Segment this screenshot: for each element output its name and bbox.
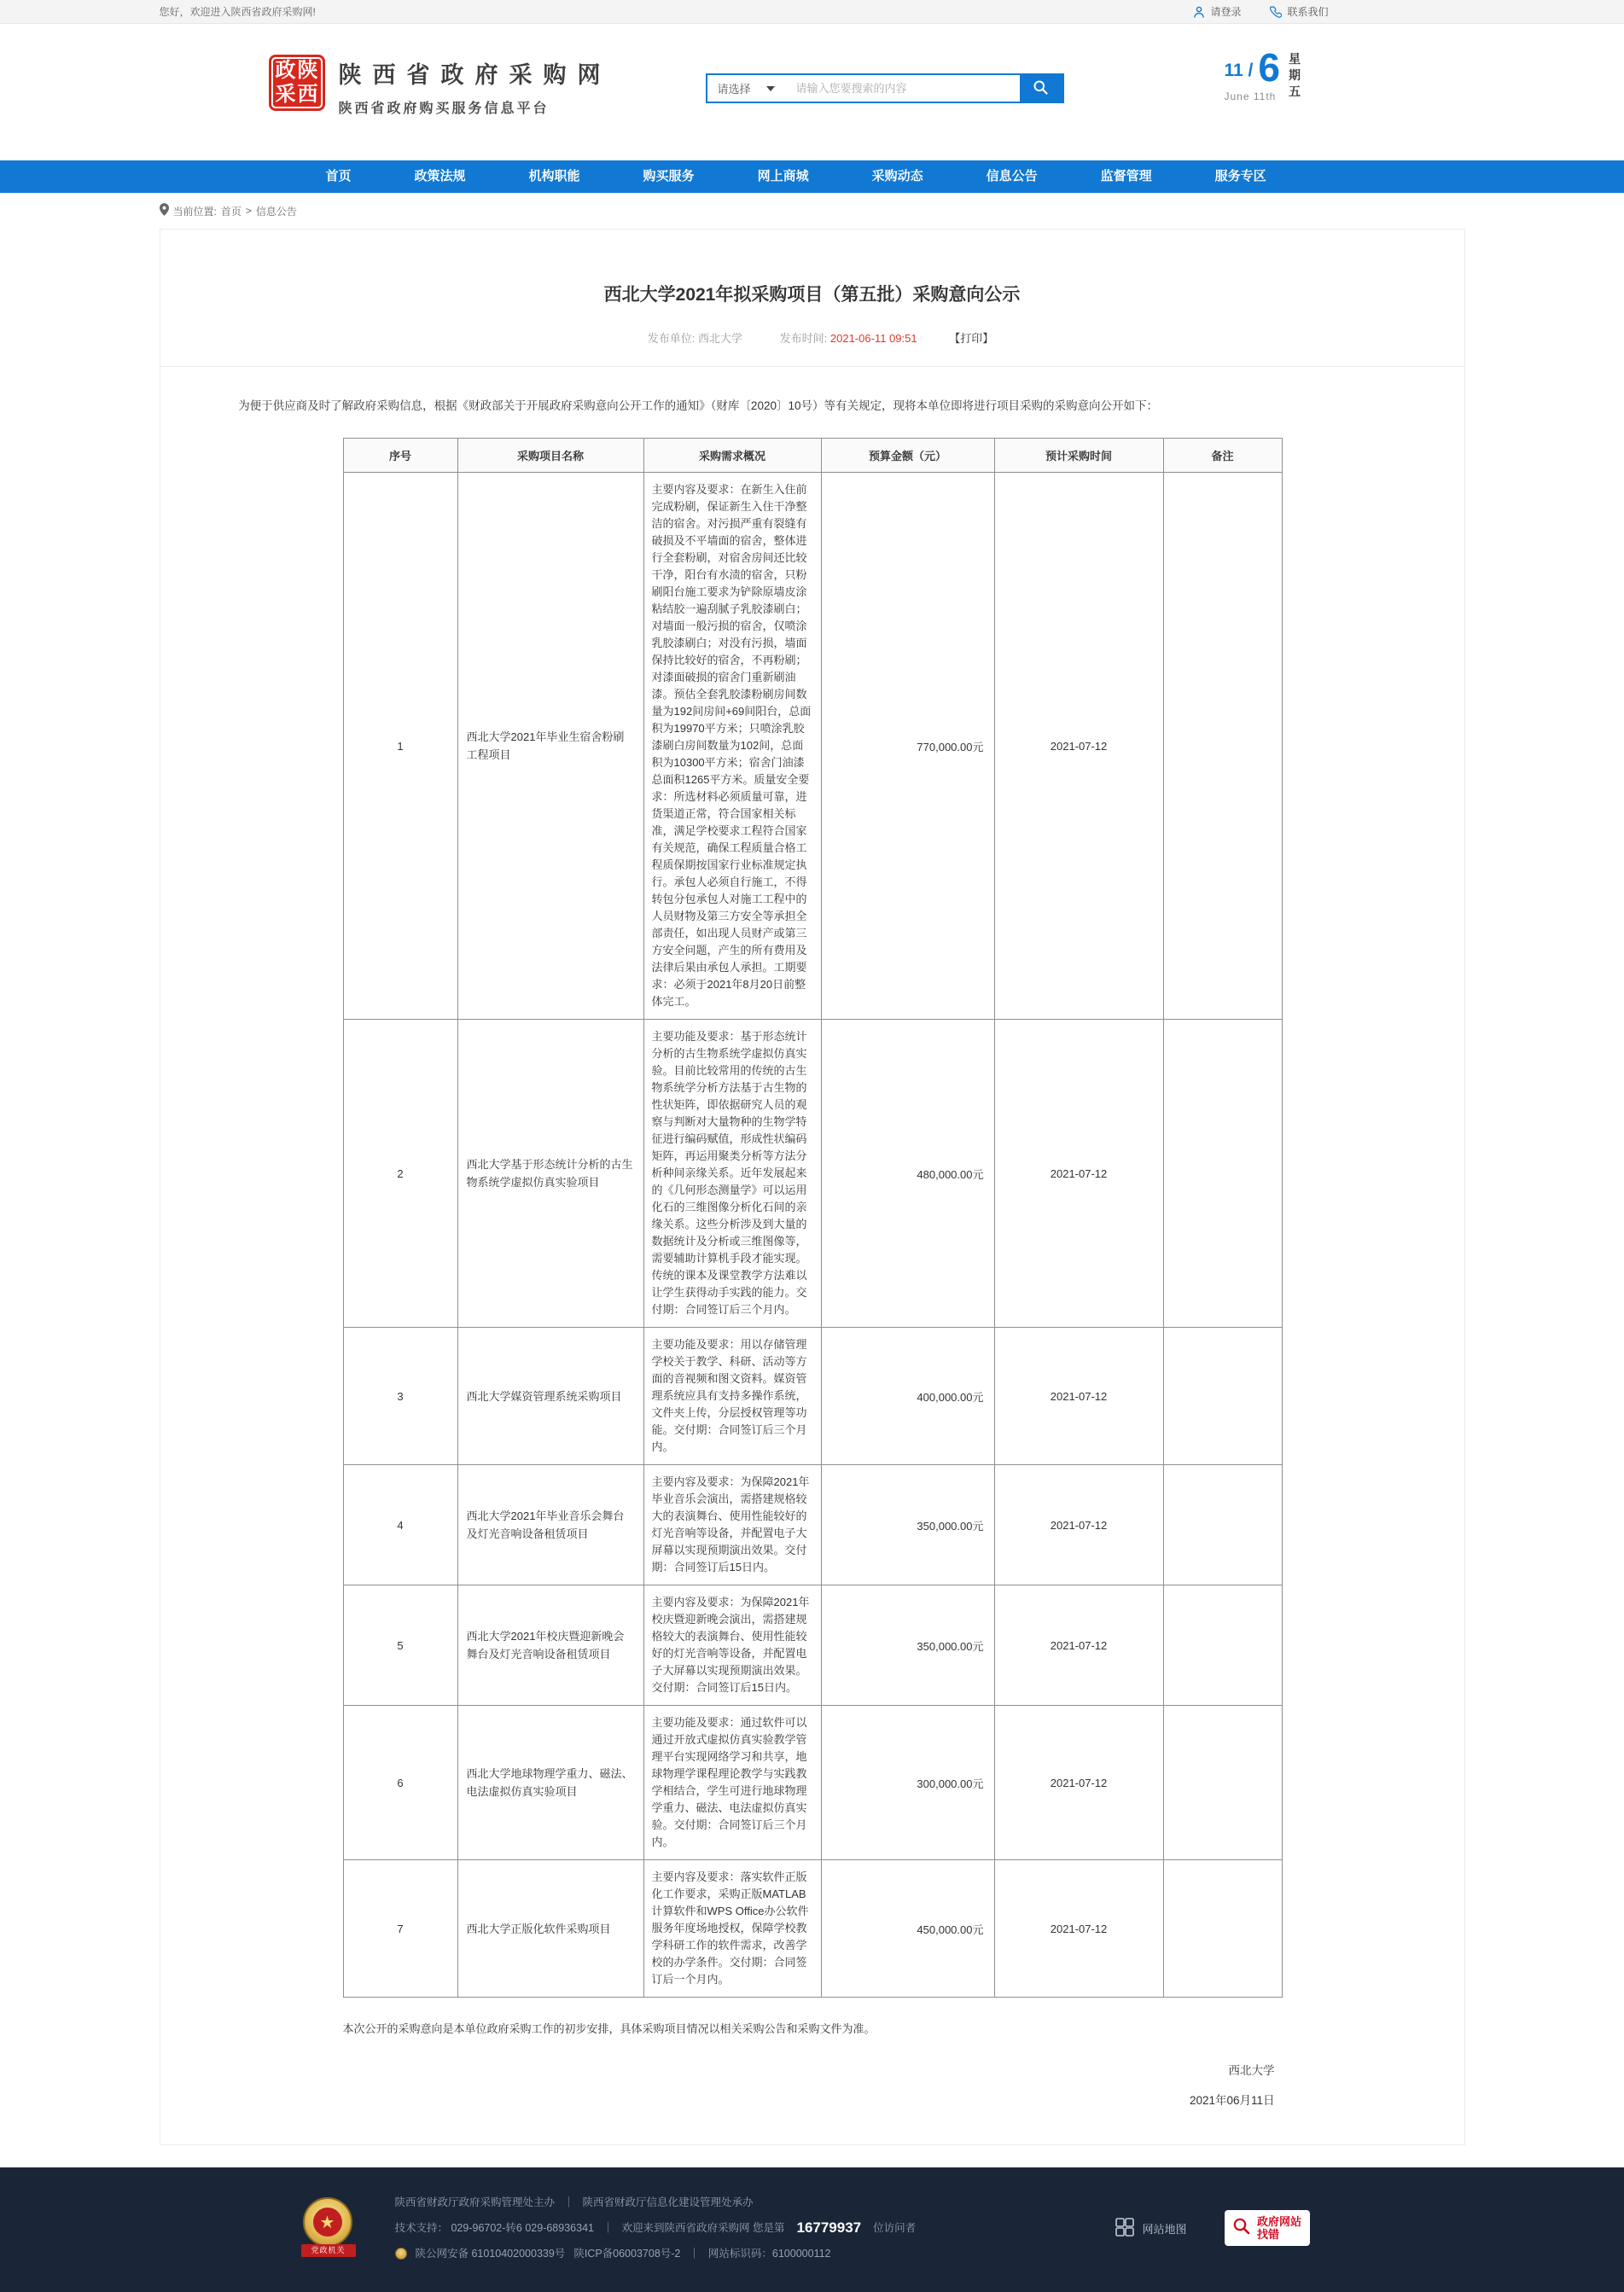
user-icon: [1193, 6, 1205, 18]
cell-seq: 2: [343, 1020, 457, 1328]
table-row: [343, 1465, 1282, 1585]
visitor-count: 16779937: [796, 2219, 862, 2236]
nav-item[interactable]: 服务专区: [1214, 169, 1266, 183]
cell-project-name: 西北大学2021年毕业生宿舍粉刷工程项目: [457, 473, 643, 1020]
footer-organizer: 陕西省财政厅政府采购管理处主办: [394, 2196, 556, 2208]
cell-budget: 300,000.00元: [821, 1706, 994, 1860]
header-planned-time: 预计采购时间: [994, 439, 1163, 473]
footer-separator: ｜: [563, 2196, 574, 2208]
cell-seq: 7: [343, 1860, 457, 1998]
page-title: 西北大学2021年拟采购项目（第五批）采购意向公示: [603, 285, 1021, 305]
table-row: [343, 1020, 1282, 1328]
header-seq: 序号: [343, 439, 457, 473]
cell-budget: 770,000.00元: [821, 473, 994, 1020]
publish-time-label: 发布时间:: [779, 332, 830, 345]
error-badge-line1: 政府网站: [1256, 2215, 1301, 2228]
topbar: [0, 0, 1624, 24]
cell-demand-summary: 主要功能及要求：用以存储管理学校关于教学、科研、活动等方面的音视频和图文资料。媒资管理系统应具有支持多操作系统，文件夹上传，分层授权管理等功能。交付期：合同签订后三个月内。: [643, 1328, 821, 1465]
cell-demand-summary: 主要内容及要求：在新生入住前完成粉刷，保证新生入住干净整洁的宿舍。对污损严重有裂缝有破损及不平墙面的宿舍，整体进行全套粉刷，对宿舍房间还比较干净，阳台有水渍的宿舍，只粉刷阳台施工要求为铲除原墙皮涂粘结胶一遍刮腻子乳胶漆刷白；对墙面一般污损的宿舍，仅喷涂乳胶漆刷白；对没有污损，墙面保持比较好的宿舍，不再粉刷；对漆面破损的宿舍门重新刷油漆。预估全套乳胶漆粉刷房间数量为192间房间+69间阳台，总面积为19970平方米；只喷涂乳胶漆刷白房间数量为102间，总面积为10300平方米；宿舍门油漆总面积1265平方米。质量安全要求：所选材料必须质量可靠，进货渠道正常，符合国家相关标准，满足学校要求工程符合国家有关规范，确保工程质量合格工程质保期按国家行业标准规定执行。承包人必须自行施工，不得转包分包承包人对施工工程中的人员财物及第三方安全等承担全部责任，如出现人员财产或第三方安全问题，产生的所有费用及法律后果由承包人承担。工期要求：必须于2021年8月20日前整体完工。: [643, 473, 821, 1020]
header-demand-summary: 采购需求概况: [643, 439, 821, 473]
intro-paragraph: 为便于供应商及时了解政府采购信息，根据《财政部关于开展政府采购意向公开工作的通知》（财库〔2020〕10号）等有关规定，现将本单位即将进行项目采购的采购意向公开如下：: [238, 399, 1158, 412]
cell-planned-time: 2021-07-12: [994, 1328, 1163, 1465]
logo-seal-icon: [269, 55, 325, 111]
login-label: 请登录: [1210, 6, 1242, 18]
site-title: 陕西省政府采购网: [338, 62, 612, 88]
search-icon: [1033, 79, 1049, 98]
logo-seal-line2: 采西: [275, 83, 320, 106]
search-button[interactable]: [1020, 75, 1062, 102]
publisher-value: 西北大学: [698, 332, 743, 345]
cell-budget: 450,000.00元: [821, 1860, 994, 1998]
nav-item[interactable]: 机构职能: [528, 169, 580, 183]
cell-note: [1163, 1328, 1282, 1465]
signature-block: [343, 2056, 1282, 2115]
sitemap-link[interactable]: [1115, 2218, 1186, 2239]
site-footer: [0, 2167, 1624, 2292]
footer-line-2: [395, 2215, 917, 2241]
cell-budget: 480,000.00元: [821, 1020, 994, 1328]
cell-demand-summary: 主要内容及要求：为保障2021年毕业音乐会演出，需搭建规格较大的表演舞台、使用性能较好的灯光音响等设备，并配置电子大屏幕以实现预期演出效果。交付期：合同签订后15日内。: [643, 1465, 821, 1585]
search-box: [706, 73, 1064, 103]
emblem-ribbon-label: 党政机关: [301, 2244, 356, 2257]
public-security-filing-link[interactable]: 陕公网安备 61010402000339号: [415, 2248, 566, 2260]
table-row: [343, 1328, 1282, 1465]
date-weekday: 星期五: [1288, 52, 1301, 98]
phone-icon: [1270, 6, 1282, 18]
breadcrumb-label: 当前位置:: [172, 205, 217, 218]
cell-note: [1163, 1706, 1282, 1860]
table-header-row: [343, 439, 1282, 473]
cell-seq: 6: [343, 1706, 457, 1860]
cell-seq: 3: [343, 1328, 457, 1465]
procurement-table-body: [343, 473, 1282, 1998]
icp-filing-link[interactable]: 陕ICP备06003708号-2: [573, 2248, 681, 2260]
login-link[interactable]: [1193, 4, 1241, 19]
site-identification-code: 网站标识码：6100000112: [707, 2248, 831, 2260]
sitemap-label: 网站地图: [1142, 2222, 1187, 2236]
website-error-report-badge[interactable]: [1225, 2210, 1310, 2246]
cell-planned-time: 2021-07-12: [994, 1860, 1163, 1998]
date-widget: [1224, 45, 1302, 102]
cell-note: [1163, 1585, 1282, 1706]
cell-demand-summary: 主要功能及要求：基于形态统计分析的古生物系统学虚拟仿真实验。目前比较常用的传统的古生物系统学分析方法基于古生物的性状矩阵，即依据研究人员的观察与判断对大量物种的生物学特征进行编码赋值，形成性状编码矩阵，再运用聚类分析等方法分析种间亲缘关系。近年发展起来的《几何形态测量学》可以运用化石的三维图像分析化石间的亲缘关系。这些分析涉及到大量的数据统计及分析或三维图像等，需要辅助计算机手段才能实现。传统的课本及课堂教学方法难以让学生获得动手实践的能力。交付期：合同签订后三个月内。: [643, 1020, 821, 1328]
date-english: June 11th: [1224, 90, 1277, 102]
footer-separator: ｜: [602, 2222, 614, 2234]
print-button[interactable]: 【打印】: [949, 332, 994, 345]
search-select-label: 请选择: [717, 83, 751, 96]
nav-item[interactable]: 监督管理: [1100, 169, 1152, 183]
cell-project-name: 西北大学基于形态统计分析的古生物系统学虚拟仿真实验项目: [457, 1020, 643, 1328]
nav-item[interactable]: 信息公告: [986, 169, 1038, 183]
cell-demand-summary: 主要内容及要求：落实软件正版化工作要求，采购正版MATLAB计算软件和WPS Office办公软件服务年度场地授权，保障学校教学科研工作的软件需求，改善学校的办学条件。交付期：合同签订后一个月内。: [643, 1860, 821, 1998]
breadcrumb-separator: >: [245, 205, 252, 217]
closing-paragraph: 本次公开的采购意向是本单位政府采购工作的初步安排，具体采购项目情况以相关采购公告和采购文件为准。: [342, 2022, 876, 2035]
cell-demand-summary: 主要功能及要求：通过软件可以通过开放式虚拟仿真实验教学管理平台实现网络学习和共享，地球物理学课程理论教学与实践教学相结合，学生可进行地球物理学重力、磁法、电法虚拟仿真实验。交付期：合同签订后三个月内。: [643, 1706, 821, 1860]
header-project-name: 采购项目名称: [457, 439, 643, 473]
breadcrumb-current[interactable]: 信息公告: [255, 205, 297, 218]
site-logo[interactable]: [269, 55, 612, 117]
nav-item[interactable]: 采购动态: [871, 169, 923, 183]
cell-planned-time: 2021-07-12: [994, 1465, 1163, 1585]
cell-project-name: 西北大学2021年毕业音乐会舞台及灯光音响设备租赁项目: [457, 1465, 643, 1585]
cell-note: [1163, 1020, 1282, 1328]
table-row: [343, 1706, 1282, 1860]
date-month: 11 /: [1224, 61, 1254, 80]
cell-planned-time: 2021-07-12: [994, 1706, 1163, 1860]
signature-org: 西北大学: [1228, 2064, 1275, 2077]
cell-note: [1163, 473, 1282, 1020]
procurement-table: [343, 438, 1283, 1998]
footer-visitor-prefix: 欢迎来到陕西省政府采购网 您是第: [621, 2222, 785, 2234]
article-meta: [160, 329, 1464, 367]
cell-note: [1163, 1465, 1282, 1585]
breadcrumb-home[interactable]: 首页: [220, 205, 242, 218]
error-badge-line2: 找错: [1256, 2228, 1279, 2241]
cell-planned-time: 2021-07-12: [994, 1585, 1163, 1706]
header-budget: 预算金额（元）: [821, 439, 994, 473]
chevron-down-icon: [766, 86, 775, 91]
footer-tech-support: 技术支持： 029-96702-转6 029-68936341: [394, 2222, 594, 2234]
nav-item[interactable]: 网上商城: [757, 169, 809, 183]
footer-separator: ｜: [689, 2248, 700, 2260]
table-row: [343, 1860, 1282, 1998]
footer-co-organizer: 陕西省财政厅信息化建设管理处承办: [582, 2196, 754, 2208]
nav-item[interactable]: 首页: [325, 169, 352, 183]
header-note: 备注: [1163, 439, 1282, 473]
site-subtitle: 陕西省政府购买服务信息平台: [338, 102, 550, 116]
contact-link[interactable]: [1270, 4, 1328, 19]
main-nav-bar: [0, 160, 1624, 193]
cell-seq: 5: [343, 1585, 457, 1706]
main-nav: [160, 160, 1465, 193]
sitemap-grid-icon: [1115, 2218, 1134, 2239]
nav-item[interactable]: 购买服务: [643, 169, 695, 183]
logo-seal-line1: 政陕: [275, 59, 320, 82]
footer-line-1: [395, 2190, 917, 2215]
cell-demand-summary: 主要内容及要求：为保障2021年校庆暨迎新晚会演出，需搭建规格较大的表演舞台、使用性能较好的灯光音响等设备，并配置电子大屏幕以实现预期演出效果。交付期：合同签订后15日内。: [643, 1585, 821, 1706]
article-card: [160, 229, 1465, 2145]
date-day: 6: [1258, 45, 1280, 90]
error-magnifier-icon: [1232, 2217, 1251, 2240]
cell-seq: 1: [343, 473, 457, 1020]
cell-project-name: 西北大学地球物理学重力、磁法、电法虚拟仿真实验项目: [457, 1706, 643, 1860]
cell-budget: 400,000.00元: [821, 1328, 994, 1465]
police-badge-icon: [395, 2248, 407, 2260]
breadcrumb-row: [0, 193, 1624, 229]
cell-project-name: 西北大学2021年校庆暨迎新晚会舞台及灯光音响设备租赁项目: [457, 1585, 643, 1706]
nav-item[interactable]: 政策法规: [414, 169, 466, 183]
publish-time-value: 2021-06-11 09:51: [829, 332, 917, 345]
signature-date: 2021年06月11日: [1189, 2094, 1275, 2107]
cell-budget: 350,000.00元: [821, 1465, 994, 1585]
footer-visitor-suffix: 位访问者: [873, 2222, 917, 2234]
government-emblem-icon: ★ 党政机关: [303, 2197, 354, 2259]
search-input[interactable]: [789, 75, 1020, 102]
cell-seq: 4: [343, 1465, 457, 1585]
site-header: [0, 24, 1624, 160]
location-pin-icon: [160, 203, 169, 218]
cell-planned-time: 2021-07-12: [994, 473, 1163, 1020]
welcome-text: 您好，欢迎进入陕西省政府采购网!: [159, 6, 316, 18]
footer-line-3: [395, 2241, 917, 2266]
cell-note: [1163, 1860, 1282, 1998]
cell-project-name: 西北大学媒资管理系统采购项目: [457, 1328, 643, 1465]
cell-planned-time: 2021-07-12: [994, 1020, 1163, 1328]
cell-project-name: 西北大学正版化软件采购项目: [457, 1860, 643, 1998]
table-row: [343, 473, 1282, 1020]
publisher-label: 发布单位:: [647, 332, 699, 345]
cell-budget: 350,000.00元: [821, 1585, 994, 1706]
table-row: [343, 1585, 1282, 1706]
contact-label: 联系我们: [1287, 6, 1329, 18]
search-category-select[interactable]: [707, 75, 789, 102]
